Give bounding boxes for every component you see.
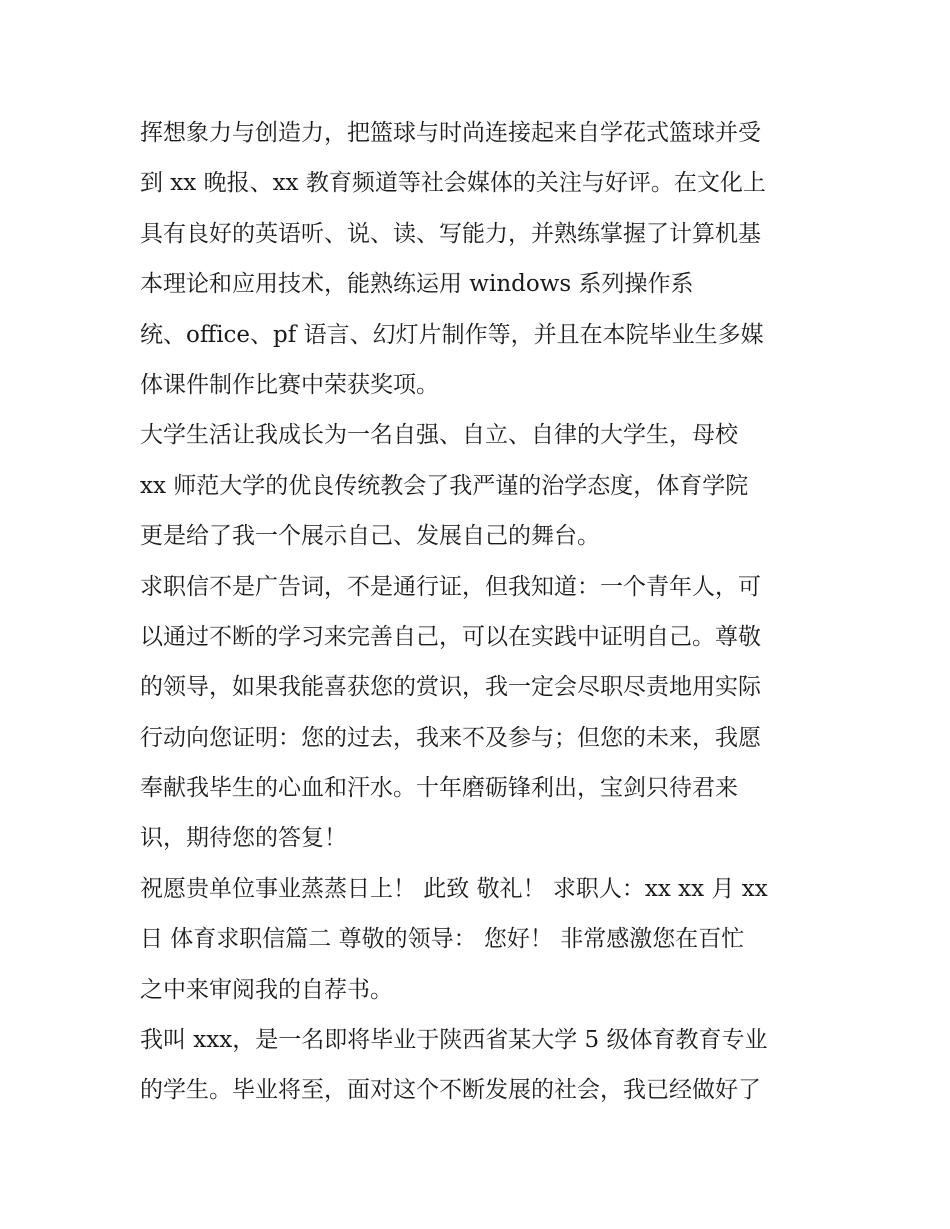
text-line: 统、office、pf 语言、幻灯片制作等，并且在本院毕业生多媒 [140,321,764,348]
text-line: 求职信不是广告词，不是通行证，但我知道：一个青年人，可 [140,573,761,600]
text-line: 到 xx 晚报、xx 教育频道等社会媒体的关注与好评。在文化上 [140,170,766,197]
text-line: xx 师范大学的优良传统教会了我严谨的治学态度，体育学院 [140,472,749,499]
text-line: 奉献我毕生的心血和汗水。十年磨砺锋利出，宝剑只待君来 [140,775,738,802]
text-line: 挥想象力与创造力，把篮球与时尚连接起来自学花式篮球并受 [140,120,761,146]
text-line: 之中来审阅我的自荐书。 [140,976,393,1003]
text-line: 大学生活让我成长为一名自强、自立、自律的大学生，母校 [140,422,738,449]
text-line: 以通过不断的学习来完善自己，可以在实践中证明自己。尊敬 [140,623,761,650]
text-line: 更是给了我一个展示自己、发展自己的舞台。 [140,523,600,550]
text-line: 日 体育求职信篇二 尊敬的领导： 您好！ 非常感激您在百忙 [140,926,745,953]
text-line: 识，期待您的答复！ [140,825,347,852]
text-line: 的学生。毕业将至，面对这个不断发展的社会，我已经做好了 [140,1077,761,1104]
text-line: 行动向您证明：您的过去，我来不及参与；但您的未来，我愿 [140,724,761,751]
text-line: 我叫 xxx，是一名即将毕业于陕西省某大学 5 级体育教育专业 [140,1027,768,1054]
text-line: 的领导，如果我能喜获您的赏识，我一定会尽职尽责地用实际 [140,674,761,701]
text-line: 体课件制作比赛中荣获奖项。 [140,371,439,398]
text-line: 本理论和应用技术，能熟练运用 windows 系列操作系 [140,271,694,298]
text-line: 具有良好的英语听、说、读、写能力，并熟练掌握了计算机基 [140,220,761,247]
text-line: 祝愿贵单位事业蒸蒸日上！ 此致 敬礼！ 求职人：xx xx 月 xx [140,875,768,902]
body-text [140,108,820,1116]
